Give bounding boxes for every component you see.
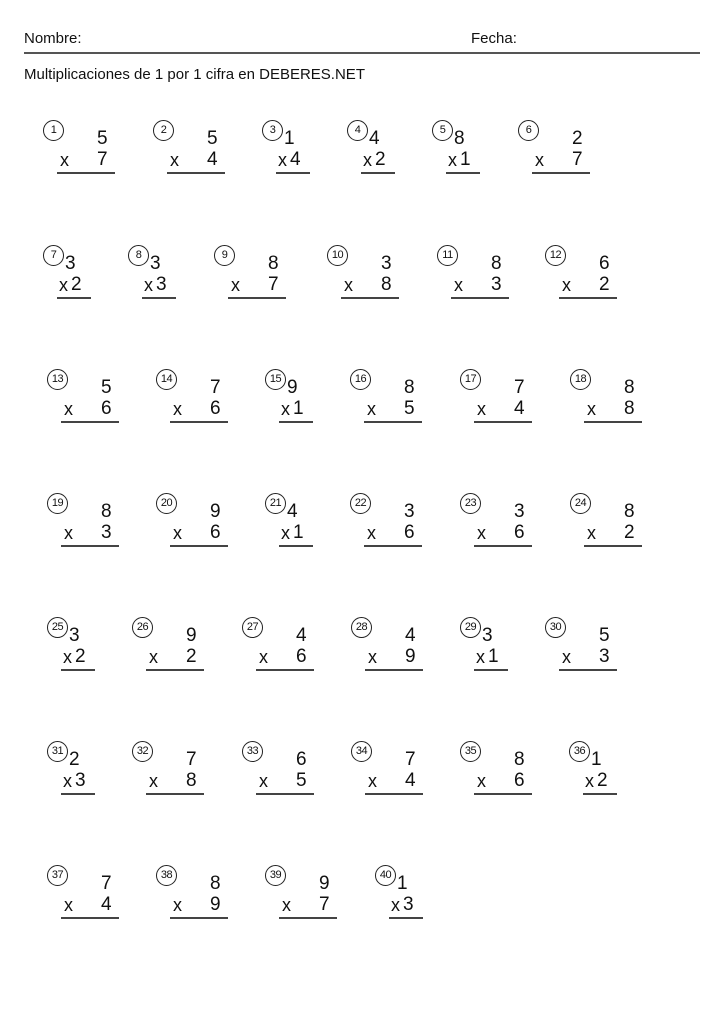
multiplicand: 4 (369, 128, 380, 149)
multiply-sign: x (363, 150, 372, 170)
multiplicand: 8 (210, 873, 221, 894)
problem-number-badge: 25 (47, 617, 68, 638)
multiplication-problem (242, 617, 332, 689)
multiplier: 2 (599, 274, 610, 295)
operation-row (61, 771, 95, 795)
operation-row (256, 771, 314, 795)
multiply-sign: x (448, 150, 457, 170)
problem-number-badge: 39 (265, 865, 286, 886)
multiplier: 4 (405, 770, 416, 791)
problem-number-badge: 18 (570, 369, 591, 390)
operation-row (61, 523, 119, 547)
multiplicand: 3 (381, 253, 392, 274)
multiply-sign: x (562, 647, 571, 667)
problem-number-badge: 16 (350, 369, 371, 390)
operation-row (584, 399, 642, 423)
multiply-sign: x (64, 895, 73, 915)
multiplier: 7 (572, 149, 583, 170)
date-label: Fecha: (471, 30, 517, 47)
multiplication-problem (47, 369, 137, 441)
multiplicand: 4 (287, 501, 298, 522)
multiplier: 3 (403, 894, 414, 915)
operation-row (365, 771, 423, 795)
multiply-sign: x (60, 150, 69, 170)
multiplication-problem (351, 617, 441, 689)
multiplier: 2 (75, 646, 86, 667)
multiplication-problem (47, 865, 137, 937)
multiplier: 8 (624, 398, 635, 419)
multiplication-problem (214, 245, 304, 317)
multiplier: 3 (156, 274, 167, 295)
multiplicand: 8 (268, 253, 279, 274)
multiply-sign: x (368, 771, 377, 791)
name-label: Nombre: (24, 30, 82, 47)
operation-row (256, 647, 314, 671)
multiplicand: 1 (591, 749, 602, 770)
multiplication-problem (375, 865, 465, 937)
multiplier: 6 (514, 522, 525, 543)
multiplier: 6 (210, 398, 221, 419)
multiply-sign: x (282, 895, 291, 915)
multiplicand: 3 (150, 253, 161, 274)
problem-number-badge: 30 (545, 617, 566, 638)
multiplicand: 7 (101, 873, 112, 894)
problem-number-badge: 37 (47, 865, 68, 886)
operation-row (361, 150, 395, 174)
operation-row (61, 647, 95, 671)
operation-row (279, 895, 337, 919)
multiplication-problem (156, 369, 246, 441)
multiplier: 3 (101, 522, 112, 543)
multiplicand: 7 (210, 377, 221, 398)
problem-number-badge: 27 (242, 617, 263, 638)
problem-number-badge: 28 (351, 617, 372, 638)
multiplicand: 4 (296, 625, 307, 646)
multiply-sign: x (535, 150, 544, 170)
multiplicand: 9 (319, 873, 330, 894)
multiplier: 4 (207, 149, 218, 170)
multiplication-problem (570, 369, 660, 441)
multiply-sign: x (587, 399, 596, 419)
multiply-sign: x (344, 275, 353, 295)
operation-row (57, 275, 91, 299)
operation-row (446, 150, 480, 174)
multiplicand: 8 (491, 253, 502, 274)
problem-number-badge: 34 (351, 741, 372, 762)
multiplier: 4 (290, 149, 301, 170)
operation-row (474, 523, 532, 547)
multiply-sign: x (477, 771, 486, 791)
multiplication-problem (47, 617, 137, 689)
problem-number-badge: 31 (47, 741, 68, 762)
problem-number-badge: 35 (460, 741, 481, 762)
multiply-sign: x (587, 523, 596, 543)
problem-number-badge: 5 (432, 120, 453, 141)
multiply-sign: x (259, 771, 268, 791)
problem-number-badge: 19 (47, 493, 68, 514)
multiplier: 6 (296, 646, 307, 667)
problem-number-badge: 9 (214, 245, 235, 266)
multiply-sign: x (149, 647, 158, 667)
multiplication-problem (265, 369, 355, 441)
problem-number-badge: 20 (156, 493, 177, 514)
operation-row (61, 895, 119, 919)
multiplicand: 5 (207, 128, 218, 149)
problem-number-badge: 15 (265, 369, 286, 390)
operation-row (170, 895, 228, 919)
operation-row (341, 275, 399, 299)
multiply-sign: x (477, 523, 486, 543)
operation-row (559, 647, 617, 671)
multiplicand: 7 (186, 749, 197, 770)
multiplier: 1 (293, 398, 304, 419)
operation-row (170, 399, 228, 423)
multiplier: 2 (624, 522, 635, 543)
problem-number-badge: 6 (518, 120, 539, 141)
multiplier: 8 (381, 274, 392, 295)
multiplier: 9 (405, 646, 416, 667)
multiplicand: 2 (69, 749, 80, 770)
multiplication-problem (351, 741, 441, 813)
multiplicand: 9 (287, 377, 298, 398)
multiplier: 1 (488, 646, 499, 667)
multiply-sign: x (149, 771, 158, 791)
operation-row (389, 895, 423, 919)
multiplication-problem (570, 493, 660, 565)
multiplicand: 7 (405, 749, 416, 770)
multiplication-problem (437, 245, 527, 317)
multiply-sign: x (367, 399, 376, 419)
multiplication-problem (545, 245, 635, 317)
multiplication-problem (460, 493, 550, 565)
multiply-sign: x (368, 647, 377, 667)
operation-row (584, 523, 642, 547)
multiplier: 2 (597, 770, 608, 791)
multiplier: 3 (599, 646, 610, 667)
operation-row (142, 275, 176, 299)
multiplication-problem (569, 741, 659, 813)
multiply-sign: x (476, 647, 485, 667)
problem-number-badge: 21 (265, 493, 286, 514)
problem-number-badge: 10 (327, 245, 348, 266)
problem-number-badge: 3 (262, 120, 283, 141)
worksheet-title: Multiplicaciones de 1 por 1 cifra en DEBERES.NET (24, 66, 365, 83)
problem-number-badge: 29 (460, 617, 481, 638)
multiplicand: 1 (397, 873, 408, 894)
multiplier: 4 (514, 398, 525, 419)
multiply-sign: x (173, 895, 182, 915)
problem-number-badge: 7 (43, 245, 64, 266)
operation-row (583, 771, 617, 795)
multiplicand: 8 (624, 377, 635, 398)
problem-number-badge: 32 (132, 741, 153, 762)
operation-row (364, 523, 422, 547)
multiplier: 7 (319, 894, 330, 915)
operation-row (451, 275, 509, 299)
problem-number-badge: 13 (47, 369, 68, 390)
multiplier: 7 (268, 274, 279, 295)
multiplication-problem (156, 865, 246, 937)
operation-row (364, 399, 422, 423)
multiply-sign: x (454, 275, 463, 295)
operation-row (474, 771, 532, 795)
multiplication-problem (350, 369, 440, 441)
multiplier: 2 (71, 274, 82, 295)
multiplication-problem (460, 369, 550, 441)
multiplier: 2 (186, 646, 197, 667)
multiplicand: 6 (296, 749, 307, 770)
operation-row (559, 275, 617, 299)
multiply-sign: x (585, 771, 594, 791)
multiplier: 1 (460, 149, 471, 170)
multiplication-problem (43, 245, 133, 317)
multiplication-problem (128, 245, 218, 317)
operation-row (474, 399, 532, 423)
multiplicand: 2 (572, 128, 583, 149)
multiply-sign: x (281, 399, 290, 419)
multiplier: 7 (97, 149, 108, 170)
multiplication-problem (156, 493, 246, 565)
multiplication-problem (518, 120, 608, 192)
multiplier: 9 (210, 894, 221, 915)
problem-number-badge: 24 (570, 493, 591, 514)
multiplicand: 9 (210, 501, 221, 522)
multiply-sign: x (477, 399, 486, 419)
operation-row (146, 647, 204, 671)
multiplication-problem (242, 741, 332, 813)
operation-row (170, 523, 228, 547)
multiplicand: 5 (599, 625, 610, 646)
multiplicand: 8 (454, 128, 465, 149)
problem-number-badge: 8 (128, 245, 149, 266)
multiplicand: 8 (514, 749, 525, 770)
operation-row (532, 150, 590, 174)
multiplicand: 4 (405, 625, 416, 646)
multiplicand: 3 (482, 625, 493, 646)
multiply-sign: x (562, 275, 571, 295)
problem-number-badge: 12 (545, 245, 566, 266)
multiply-sign: x (59, 275, 68, 295)
student-info-header (24, 30, 700, 54)
multiplicand: 3 (65, 253, 76, 274)
multiplication-problem (43, 120, 133, 192)
multiplier: 3 (491, 274, 502, 295)
multiply-sign: x (173, 399, 182, 419)
multiplicand: 9 (186, 625, 197, 646)
multiply-sign: x (63, 771, 72, 791)
problem-number-badge: 22 (350, 493, 371, 514)
problem-number-badge: 40 (375, 865, 396, 886)
multiplier: 2 (375, 149, 386, 170)
multiplication-problem (132, 741, 222, 813)
multiplicand: 3 (69, 625, 80, 646)
multiplier: 6 (514, 770, 525, 791)
operation-row (365, 647, 423, 671)
multiplication-problem (545, 617, 635, 689)
multiply-sign: x (391, 895, 400, 915)
operation-row (61, 399, 119, 423)
multiplication-problem (460, 741, 550, 813)
operation-row (474, 647, 508, 671)
operation-row (57, 150, 115, 174)
multiplication-problem (350, 493, 440, 565)
operation-row (167, 150, 225, 174)
multiplication-problem (347, 120, 437, 192)
problem-number-badge: 33 (242, 741, 263, 762)
multiply-sign: x (64, 399, 73, 419)
multiplicand: 7 (514, 377, 525, 398)
problem-number-badge: 38 (156, 865, 177, 886)
multiplier: 6 (404, 522, 415, 543)
multiply-sign: x (170, 150, 179, 170)
problem-number-badge: 17 (460, 369, 481, 390)
multiplication-problem (432, 120, 522, 192)
operation-row (146, 771, 204, 795)
problem-number-badge: 4 (347, 120, 368, 141)
multiplier: 8 (186, 770, 197, 791)
multiplicand: 5 (97, 128, 108, 149)
multiplication-problem (262, 120, 352, 192)
operation-row (228, 275, 286, 299)
multiplication-problem (265, 865, 355, 937)
multiplication-problem (327, 245, 417, 317)
multiplicand: 8 (624, 501, 635, 522)
multiplication-problem (132, 617, 222, 689)
multiply-sign: x (63, 647, 72, 667)
multiply-sign: x (173, 523, 182, 543)
multiplicand: 1 (284, 128, 295, 149)
problem-number-badge: 2 (153, 120, 174, 141)
multiplicand: 8 (404, 377, 415, 398)
multiplication-problem (47, 741, 137, 813)
multiplication-problem (153, 120, 243, 192)
multiplication-problem (460, 617, 550, 689)
problem-number-badge: 26 (132, 617, 153, 638)
problem-number-badge: 14 (156, 369, 177, 390)
multiplicand: 8 (101, 501, 112, 522)
multiplier: 3 (75, 770, 86, 791)
multiplicand: 5 (101, 377, 112, 398)
multiplication-problem (265, 493, 355, 565)
operation-row (279, 523, 313, 547)
multiplicand: 6 (599, 253, 610, 274)
multiply-sign: x (367, 523, 376, 543)
multiply-sign: x (64, 523, 73, 543)
operation-row (276, 150, 310, 174)
multiplier: 5 (404, 398, 415, 419)
multiplicand: 3 (404, 501, 415, 522)
problem-number-badge: 1 (43, 120, 64, 141)
multiplier: 1 (293, 522, 304, 543)
problem-number-badge: 23 (460, 493, 481, 514)
multiply-sign: x (278, 150, 287, 170)
multiply-sign: x (281, 523, 290, 543)
multiplier: 4 (101, 894, 112, 915)
multiply-sign: x (144, 275, 153, 295)
multiplier: 6 (210, 522, 221, 543)
operation-row (279, 399, 313, 423)
multiplier: 6 (101, 398, 112, 419)
multiplication-problem (47, 493, 137, 565)
multiply-sign: x (259, 647, 268, 667)
problem-number-badge: 36 (569, 741, 590, 762)
multiplier: 5 (296, 770, 307, 791)
multiplicand: 3 (514, 501, 525, 522)
problem-number-badge: 11 (437, 245, 458, 266)
multiply-sign: x (231, 275, 240, 295)
